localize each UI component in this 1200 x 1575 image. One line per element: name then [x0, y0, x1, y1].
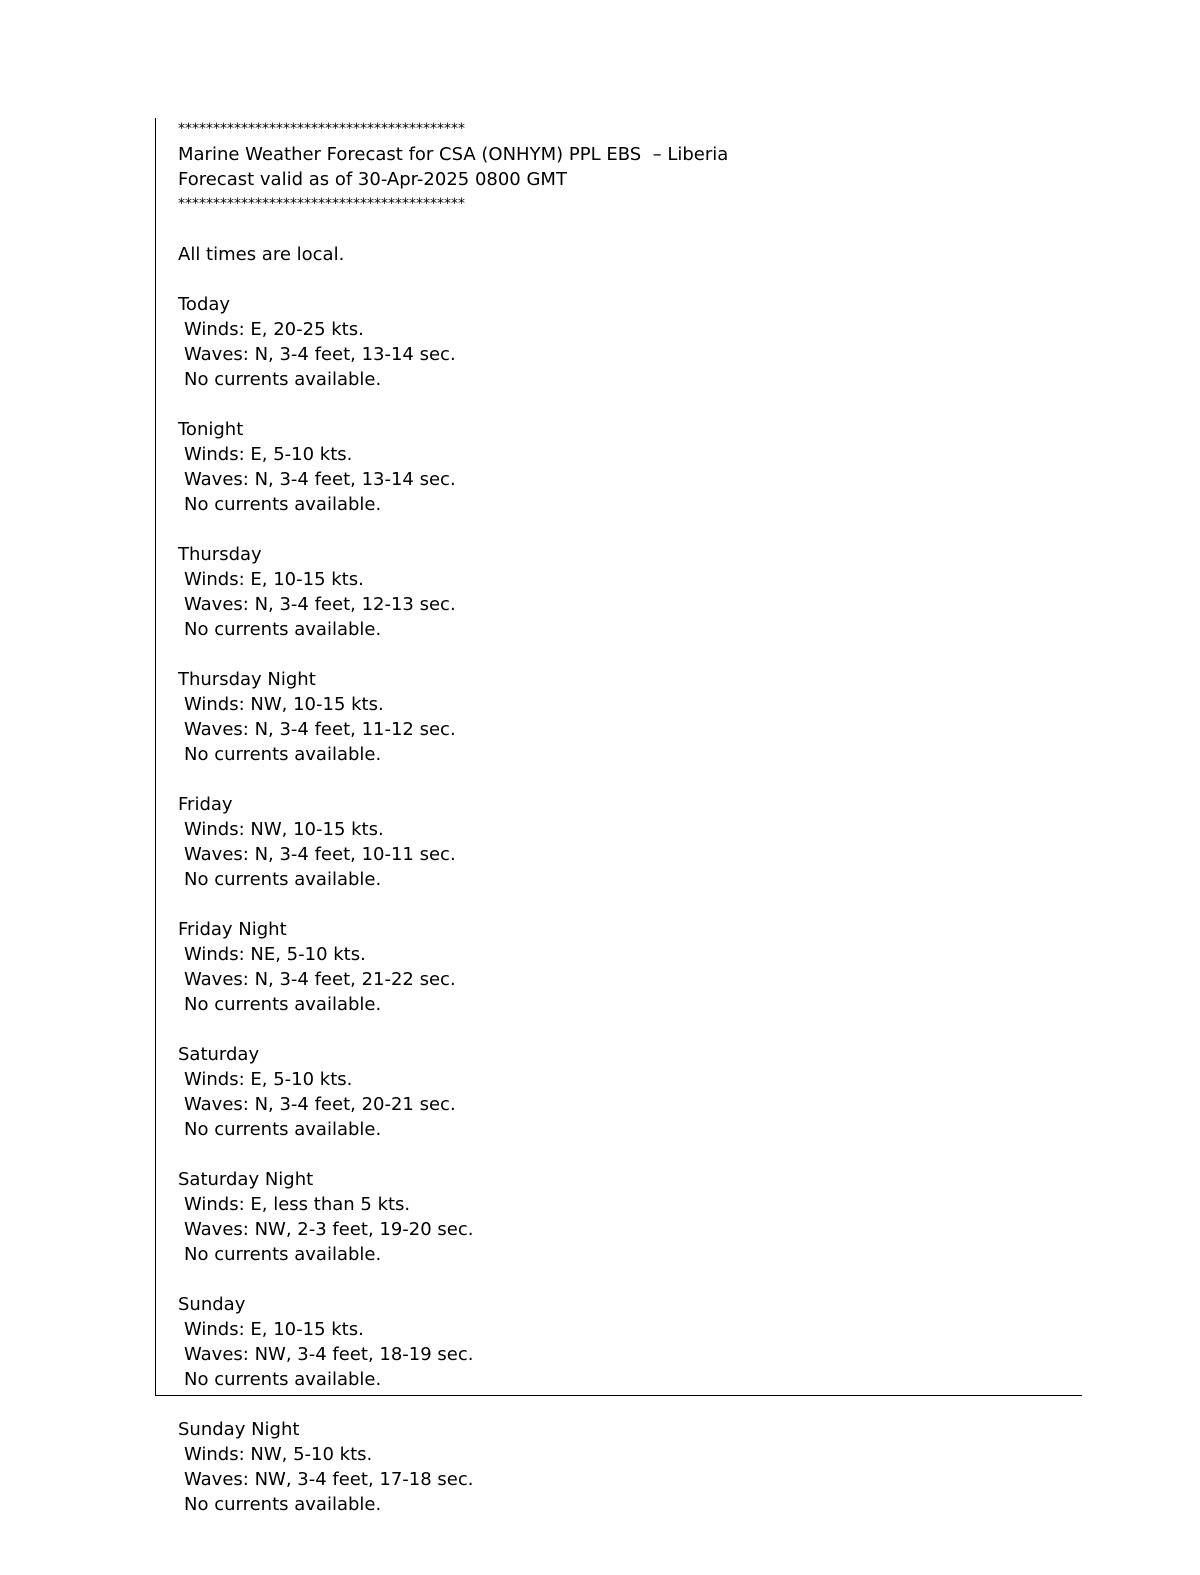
- spacer: [178, 767, 1058, 792]
- spacer: [178, 392, 1058, 417]
- period-winds: Winds: NE, 5-10 kts.: [184, 944, 366, 965]
- period-name: Friday Night: [178, 919, 287, 940]
- period-winds: Winds: E, 10-15 kts.: [184, 1319, 364, 1340]
- period-currents: No currents available.: [184, 1119, 382, 1140]
- period-name: Saturday: [178, 1044, 260, 1065]
- spacer: [178, 1017, 1058, 1042]
- spacer: [178, 1142, 1058, 1167]
- period-winds: Winds: NW, 10-15 kts.: [184, 819, 384, 840]
- period-thursday-night: [178, 667, 1058, 792]
- period-currents: No currents available.: [184, 994, 382, 1015]
- forecast-valid-time: Forecast valid as of 30-Apr-2025 0800 GMT: [178, 169, 567, 190]
- period-waves: Waves: NW, 3-4 feet, 17-18 sec.: [184, 1469, 474, 1490]
- period-currents: No currents available.: [184, 1494, 382, 1515]
- period-winds: Winds: E, less than 5 kts.: [184, 1194, 411, 1215]
- period-winds: Winds: E, 20-25 kts.: [184, 319, 364, 340]
- period-waves: Waves: N, 3-4 feet, 10-11 sec.: [184, 844, 456, 865]
- period-currents: No currents available.: [184, 494, 382, 515]
- period-name: Today: [178, 294, 231, 315]
- period-currents: No currents available.: [184, 369, 382, 390]
- period-winds: Winds: E, 5-10 kts.: [184, 444, 353, 465]
- time-note: All times are local.: [178, 244, 345, 265]
- spacer: [178, 217, 1058, 242]
- period-name: Sunday: [178, 1294, 246, 1315]
- period-winds: Winds: E, 5-10 kts.: [184, 1069, 353, 1090]
- frame-left-border: [155, 118, 156, 1396]
- period-name: Thursday: [178, 544, 262, 565]
- period-list: [178, 292, 1058, 1517]
- spacer: [178, 517, 1058, 542]
- forecast-title: Marine Weather Forecast for CSA (ONHYM) PPL EBS – Liberia: [178, 144, 729, 165]
- period-currents: No currents available.: [184, 744, 382, 765]
- period-friday: [178, 792, 1058, 917]
- spacer: [178, 267, 1058, 292]
- period-saturday-night: [178, 1167, 1058, 1292]
- period-sunday: [178, 1292, 1058, 1417]
- period-waves: Waves: N, 3-4 feet, 13-14 sec.: [184, 344, 456, 365]
- period-name: Saturday Night: [178, 1169, 314, 1190]
- period-name: Sunday Night: [178, 1419, 300, 1440]
- period-currents: No currents available.: [184, 619, 382, 640]
- spacer: [178, 642, 1058, 667]
- period-sunday-night: [178, 1417, 1058, 1517]
- period-winds: Winds: NW, 10-15 kts.: [184, 694, 384, 715]
- period-winds: Winds: NW, 5-10 kts.: [184, 1444, 373, 1465]
- period-currents: No currents available.: [184, 1244, 382, 1265]
- spacer: [178, 1392, 1058, 1417]
- period-waves: Waves: N, 3-4 feet, 20-21 sec.: [184, 1094, 456, 1115]
- period-today: [178, 292, 1058, 417]
- period-name: Tonight: [178, 419, 244, 440]
- spacer: [178, 892, 1058, 917]
- period-currents: No currents available.: [184, 869, 382, 890]
- period-waves: Waves: N, 3-4 feet, 13-14 sec.: [184, 469, 456, 490]
- period-saturday: [178, 1042, 1058, 1167]
- period-tonight: [178, 417, 1058, 542]
- period-name: Thursday Night: [178, 669, 316, 690]
- period-name: Friday: [178, 794, 233, 815]
- period-waves: Waves: N, 3-4 feet, 11-12 sec.: [184, 719, 456, 740]
- period-currents: No currents available.: [184, 1369, 382, 1390]
- period-friday-night: [178, 917, 1058, 1042]
- period-waves: Waves: NW, 3-4 feet, 18-19 sec.: [184, 1344, 474, 1365]
- header-stars-top: *****************************************: [178, 121, 465, 137]
- header-stars-bottom: *****************************************: [178, 196, 465, 212]
- spacer: [178, 1267, 1058, 1292]
- period-thursday: [178, 542, 1058, 667]
- period-waves: Waves: N, 3-4 feet, 21-22 sec.: [184, 969, 456, 990]
- period-waves: Waves: N, 3-4 feet, 12-13 sec.: [184, 594, 456, 615]
- period-waves: Waves: NW, 2-3 feet, 19-20 sec.: [184, 1219, 474, 1240]
- period-winds: Winds: E, 10-15 kts.: [184, 569, 364, 590]
- forecast-document: [178, 117, 1058, 1517]
